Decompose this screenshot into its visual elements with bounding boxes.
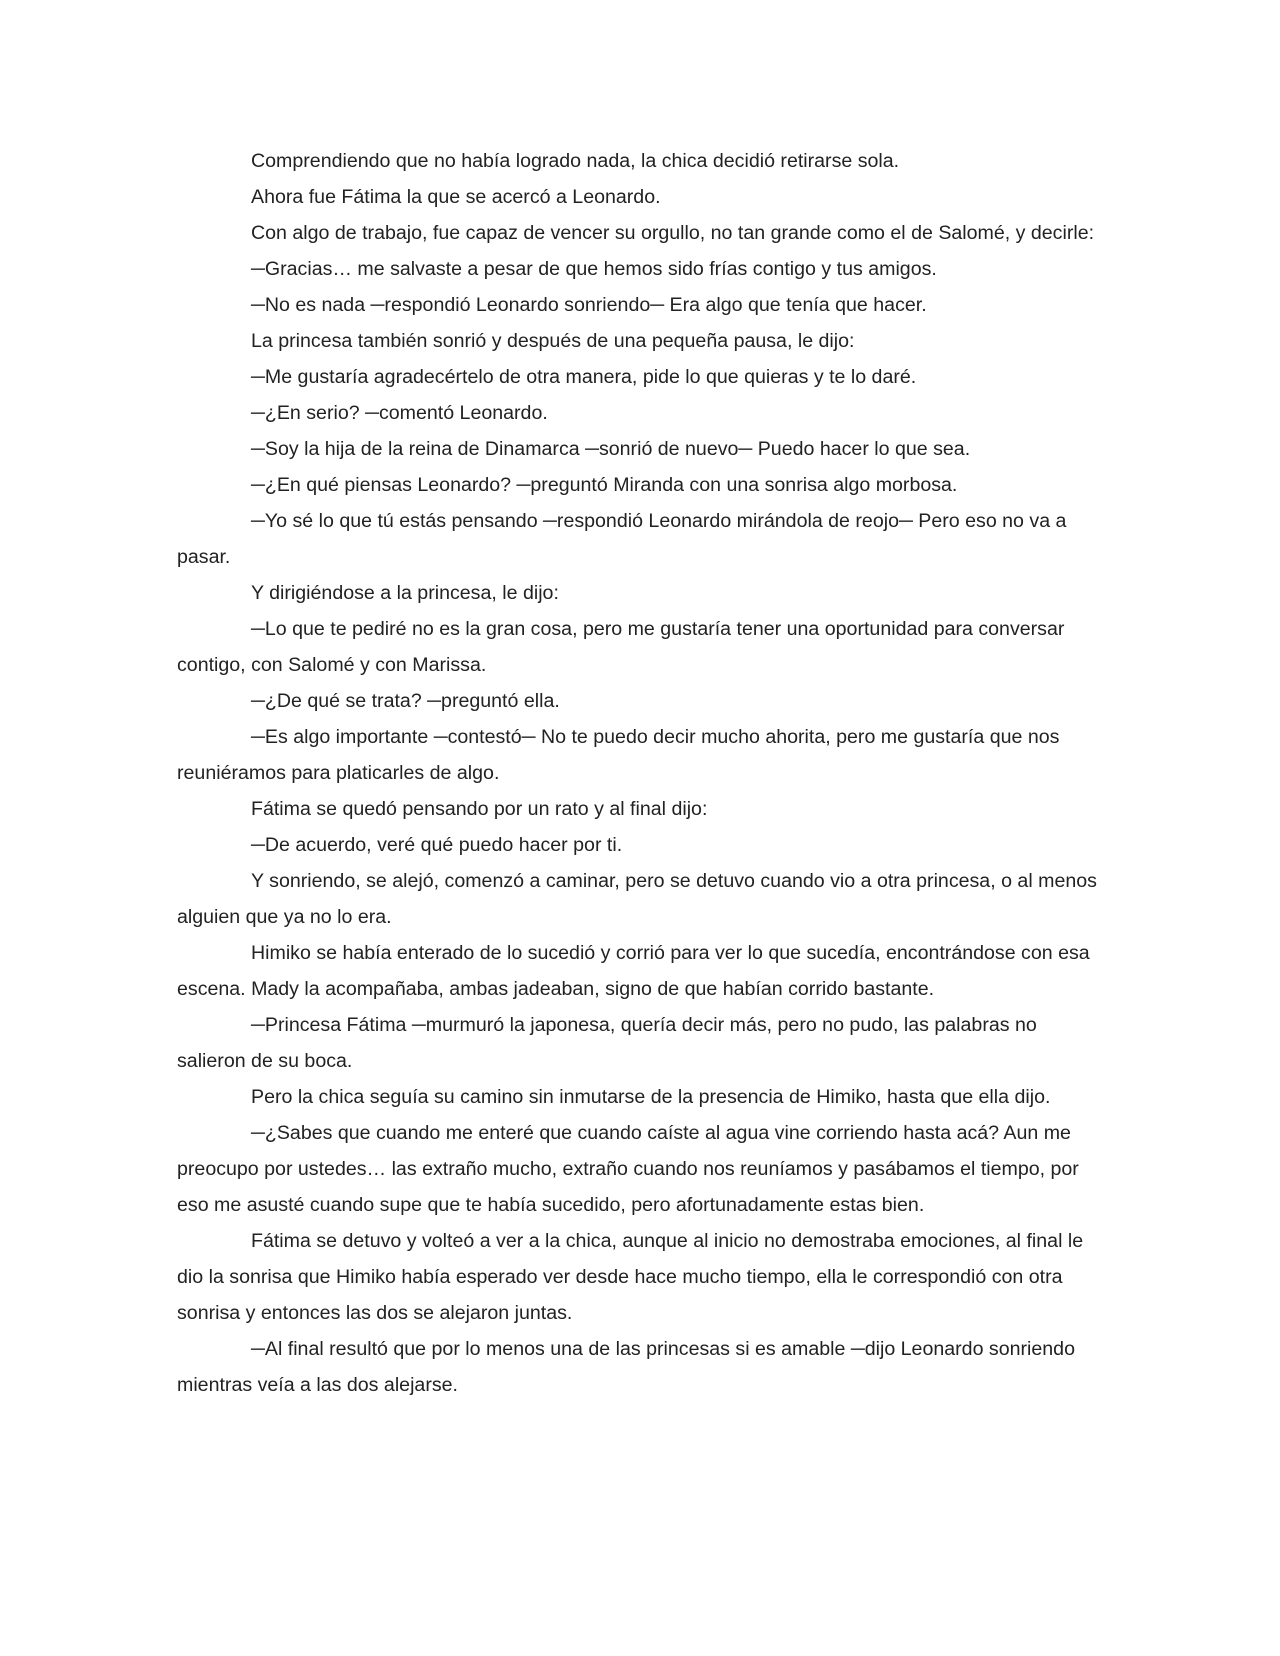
paragraph: Y dirigiéndose a la princesa, le dijo: xyxy=(251,582,559,604)
paragraph: Fátima se detuvo y volteó a ver a la chica, aunque al inicio no demostraba emociones, al final le dio la sonrisa que Himiko había esperado ver desde hace mucho tiempo, ella le correspondió con otra sonrisa y entonces las dos se alejaron juntas. xyxy=(177,1230,1084,1324)
paragraph: ─Soy la hija de la reina de Dinamarca ─sonrió de nuevo─ Puedo hacer lo que sea. xyxy=(251,438,971,460)
paragraph: ─¿Sabes que cuando me enteré que cuando caíste al agua vine corriendo hasta acá? Aun me preocupo por ustedes… las extraño mucho, extraño cuando nos reuníamos y pasábamos el tiempo, por eso me asusté cuando supe que te había sucedido, pero afortunadamente estas bien. xyxy=(177,1122,1079,1216)
paragraph: ─¿En qué piensas Leonardo? ─preguntó Miranda con una sonrisa algo morbosa. xyxy=(251,474,958,496)
paragraph: ─No es nada ─respondió Leonardo sonriendo─ Era algo que tenía que hacer. xyxy=(251,294,927,316)
document-body xyxy=(177,143,1097,1403)
paragraph: ─Me gustaría agradecértelo de otra manera, pide lo que quieras y te lo daré. xyxy=(251,366,917,388)
paragraph: La princesa también sonrió y después de una pequeña pausa, le dijo: xyxy=(251,330,855,352)
paragraph: ─Lo que te pediré no es la gran cosa, pero me gustaría tener una oportunidad para conversar contigo, con Salomé y con Marissa. xyxy=(177,618,1065,676)
paragraph: Y sonriendo, se alejó, comenzó a caminar, pero se detuvo cuando vio a otra princesa, o al menos alguien que ya no lo era. xyxy=(177,870,1097,928)
paragraph: ─¿En serio? ─comentó Leonardo. xyxy=(251,402,548,424)
paragraph: Himiko se había enterado de lo sucedió y corrió para ver lo que sucedía, encontrándose con esa escena. Mady la acompañaba, ambas jadeaban, signo de que habían corrido bastante. xyxy=(177,942,1090,1000)
paragraph: ─¿De qué se trata? ─preguntó ella. xyxy=(251,690,560,712)
paragraph: Fátima se quedó pensando por un rato y al final dijo: xyxy=(251,798,708,820)
paragraph: ─Al final resultó que por lo menos una de las princesas si es amable ─dijo Leonardo sonriendo mientras veía a las dos alejarse. xyxy=(177,1338,1075,1396)
paragraph: Pero la chica seguía su camino sin inmutarse de la presencia de Himiko, hasta que ella dijo. xyxy=(251,1086,1051,1108)
paragraph: Ahora fue Fátima la que se acercó a Leonardo. xyxy=(251,186,661,208)
paragraph: ─Gracias… me salvaste a pesar de que hemos sido frías contigo y tus amigos. xyxy=(251,258,937,280)
paragraph: Comprendiendo que no había logrado nada, la chica decidió retirarse sola. xyxy=(251,150,900,172)
paragraph: ─De acuerdo, veré qué puedo hacer por ti. xyxy=(251,834,623,856)
paragraph: ─Princesa Fátima ─murmuró la japonesa, quería decir más, pero no pudo, las palabras no salieron de su boca. xyxy=(177,1014,1037,1072)
paragraph: Con algo de trabajo, fue capaz de vencer su orgullo, no tan grande como el de Salomé, y decirle: xyxy=(251,222,1095,244)
paragraph: ─Es algo importante ─contestó─ No te puedo decir mucho ahorita, pero me gustaría que nos reuniéramos para platicarles de algo. xyxy=(177,726,1060,784)
paragraph: ─Yo sé lo que tú estás pensando ─respondió Leonardo mirándola de reojo─ Pero eso no va a pasar. xyxy=(177,510,1067,568)
